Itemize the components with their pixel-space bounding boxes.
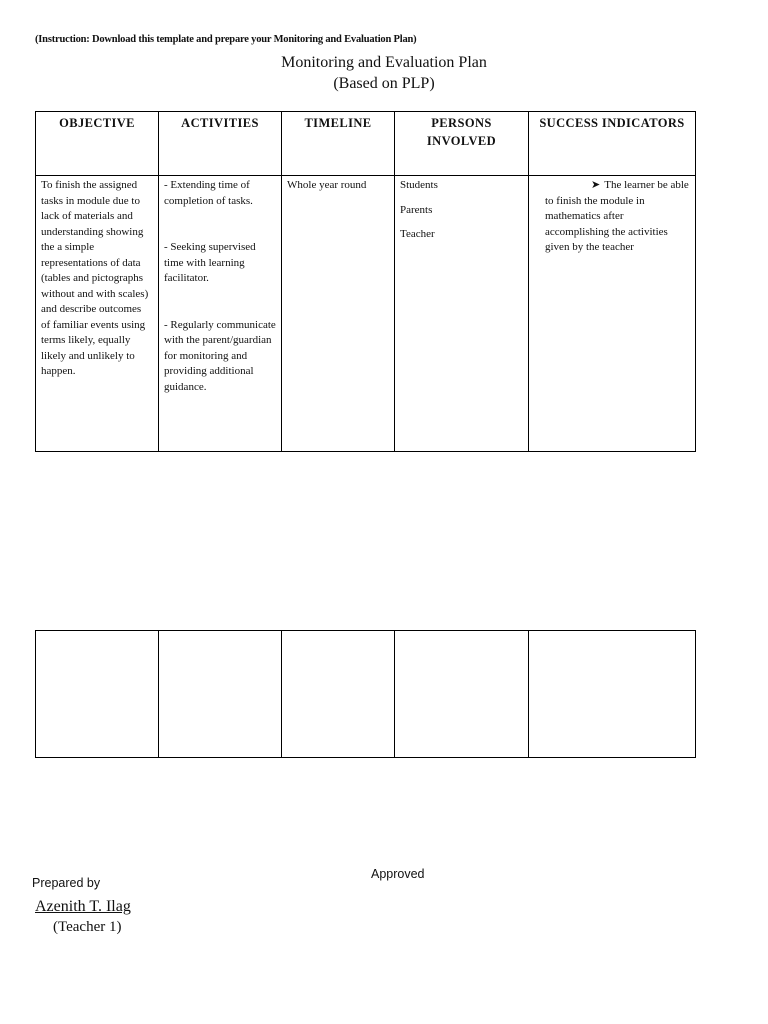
activity-item: - Regularly communicate with the parent/guardian for monitoring and providing additional guidance.	[164, 318, 276, 393]
empty-cell	[282, 631, 395, 758]
person-item: Students	[400, 179, 438, 191]
empty-table	[35, 630, 696, 758]
approved-label: Approved	[371, 867, 425, 881]
activity-item: - Extending time of completion of tasks.	[164, 179, 253, 207]
person-item: Teacher	[400, 228, 435, 240]
persons-cell	[395, 176, 529, 452]
success-indicator-text: The learner be able to finish the module in mathematics after accomplishing the activities given by the teacher	[545, 179, 689, 253]
header-activities: ACTIVITIES	[159, 112, 282, 176]
instruction-text: (Instruction: Download this template and prepare your Monitoring and Evaluation Plan)	[35, 34, 417, 45]
header-objective: OBJECTIVE	[36, 112, 159, 176]
empty-row	[36, 631, 696, 758]
timeline-cell: Whole year round	[282, 176, 395, 452]
arrow-bullet-icon: ➤	[591, 179, 601, 191]
preparer-name: Azenith T. Ilag	[35, 898, 131, 915]
success-indicator-cell	[529, 176, 696, 452]
empty-cell	[36, 631, 159, 758]
header-timeline: TIMELINE	[282, 112, 395, 176]
table-row	[36, 176, 696, 452]
empty-cell	[159, 631, 282, 758]
header-persons-involved: PERSONS INVOLVED	[395, 112, 529, 176]
activities-cell	[159, 176, 282, 452]
activity-item: - Seeking supervised time with learning facilitator.	[164, 241, 256, 284]
person-item: Parents	[400, 203, 433, 216]
plan-table	[35, 111, 696, 452]
table-header-row	[36, 112, 696, 176]
page-title: Monitoring and Evaluation Plan	[281, 54, 487, 71]
header-success-indicators: SUCCESS INDICATORS	[529, 112, 696, 176]
empty-cell	[395, 631, 529, 758]
page-subtitle: (Based on PLP)	[333, 75, 435, 92]
objective-cell: To finish the assigned tasks in module due to lack of materials and understanding showing the a simple representations of data (tables and pictographs without and with scales) and describe outcomes of familiar events using terms likely, equally likely and unlikely to happen.	[36, 176, 159, 452]
preparer-role: (Teacher 1)	[53, 919, 122, 935]
prepared-by-label: Prepared by	[32, 876, 101, 890]
empty-cell	[529, 631, 696, 758]
